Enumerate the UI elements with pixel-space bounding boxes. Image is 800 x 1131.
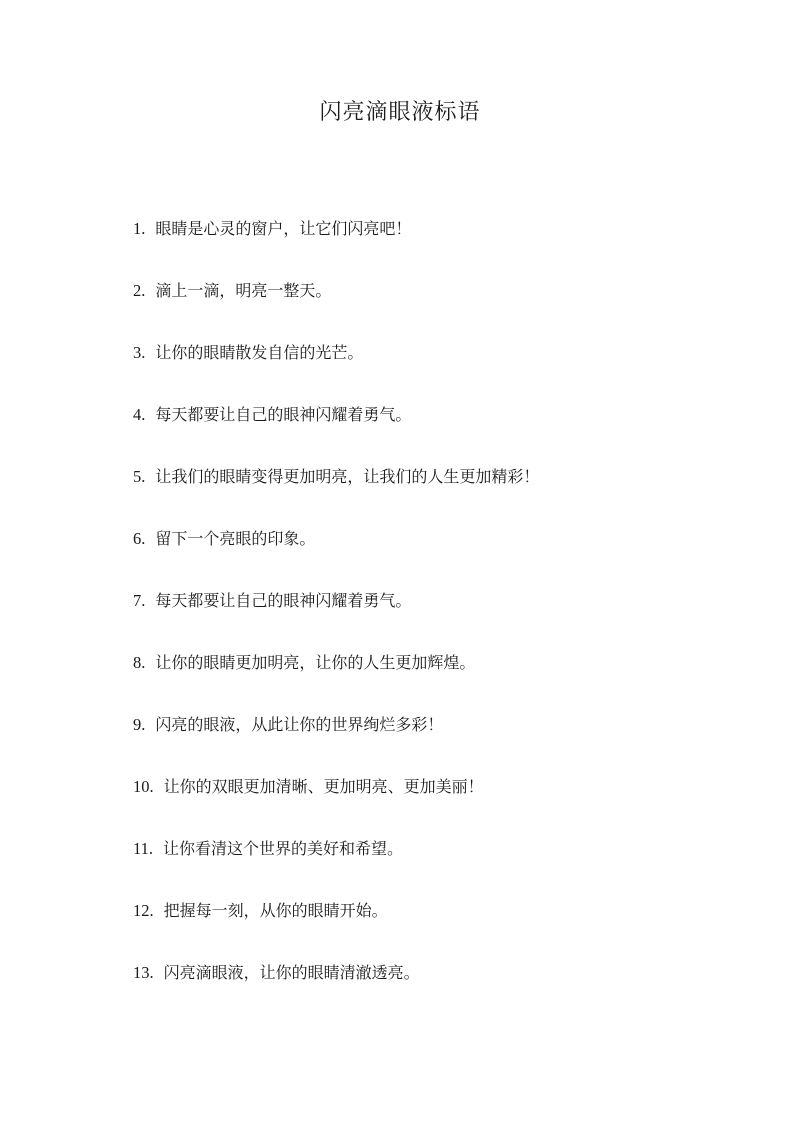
item-number: 12. [133,901,154,920]
slogan-list [133,212,733,1018]
item-text: 每天都要让自己的眼神闪耀着勇气。 [155,405,412,424]
list-item [133,956,733,1018]
item-number: 8. [133,653,146,672]
item-number: 10. [133,777,154,796]
list-item [133,336,733,398]
item-number: 7. [133,591,146,610]
item-number: 5. [133,467,146,486]
item-text: 让你的眼睛散发自信的光芒。 [155,343,364,362]
item-text: 留下一个亮眼的印象。 [155,529,316,548]
item-text: 闪亮的眼液，从此让你的世界绚烂多彩！ [155,715,444,734]
list-item [133,770,733,832]
item-text: 把握每一刻，从你的眼睛开始。 [163,901,388,920]
item-number: 3. [133,343,146,362]
item-number: 1. [133,219,146,238]
item-number: 9. [133,715,146,734]
item-text: 让你的眼睛更加明亮，让你的人生更加辉煌。 [155,653,476,672]
list-item [133,894,733,956]
item-number: 11. [133,839,154,858]
document-title: 闪亮滴眼液标语 [319,100,481,125]
item-text: 每天都要让自己的眼神闪耀着勇气。 [155,591,412,610]
item-number: 4. [133,405,146,424]
list-item [133,212,733,274]
list-item [133,398,733,460]
item-text: 让我们的眼睛变得更加明亮，让我们的人生更加精彩！ [155,467,540,486]
list-item [133,584,733,646]
item-text: 眼睛是心灵的窗户，让它们闪亮吧！ [155,219,412,238]
item-number: 2. [133,281,146,300]
list-item [133,274,733,336]
item-text: 让你看清这个世界的美好和希望。 [163,839,404,858]
item-number: 13. [133,963,154,982]
item-text: 滴上一滴，明亮一整天。 [155,281,332,300]
list-item [133,460,733,522]
item-number: 6. [133,529,146,548]
item-text: 让你的双眼更加清晰、更加明亮、更加美丽！ [163,777,484,796]
list-item [133,832,733,894]
list-item [133,522,733,584]
item-text: 闪亮滴眼液，让你的眼睛清澈透亮。 [163,963,420,982]
list-item [133,646,733,708]
list-item [133,708,733,770]
